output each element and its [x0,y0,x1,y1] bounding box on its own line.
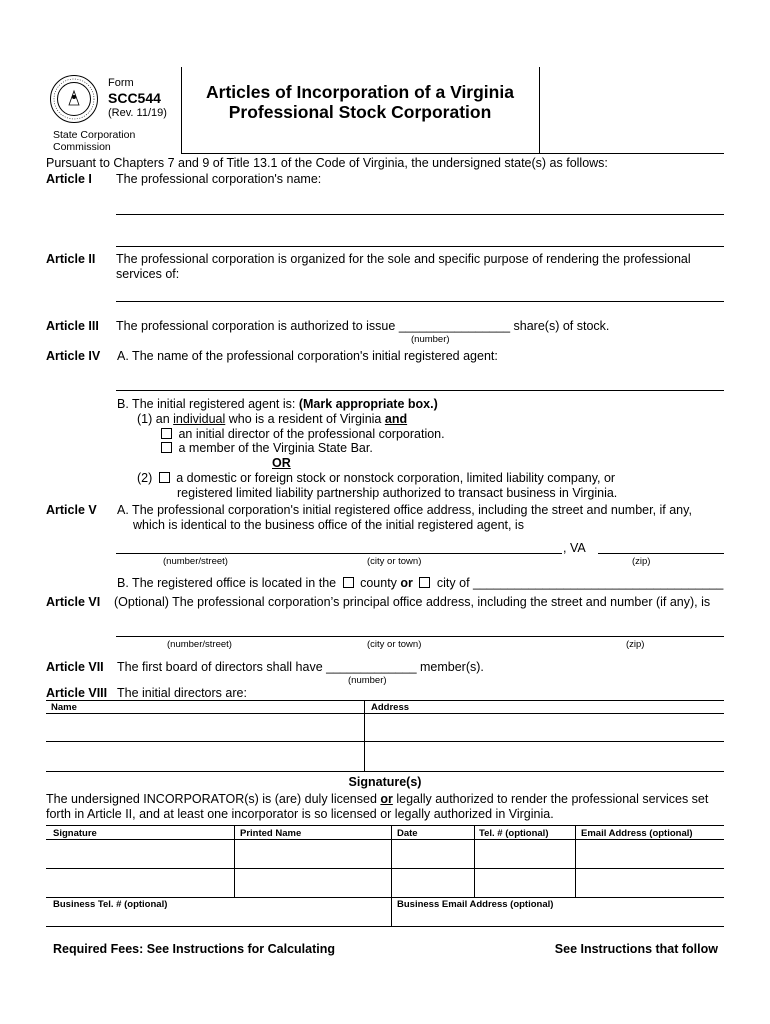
directors-col-address: Address [371,702,410,713]
article7-label: Article VII [46,660,104,674]
business-contact-bottom-rule[interactable] [46,926,724,927]
sig-col-tel: Tel. # (optional) [479,828,549,839]
directors-number-field[interactable]: _____________ [326,660,417,674]
va-label: , VA [563,541,586,555]
business-email-label: Business Email Address (optional) [397,899,554,910]
article2-label: Article II [46,252,96,266]
form-label: Form [108,77,134,89]
article4-a-text: A. The name of the professional corporation's initial registered agent: [117,349,498,363]
seal-icon [50,75,98,123]
footer-instructions-note: See Instructions that follow [554,942,718,956]
header-divider-left [181,67,182,153]
county-city-name-field[interactable]: ____________________________________ [473,576,724,590]
directors-table-top [46,700,724,701]
principal-office-zip-caption: (zip) [626,639,645,650]
article3-text-before: The professional corporation is authorized to issue [116,319,396,333]
article2-text-line1: The professional corporation is organized for the sole and specific purpose of rendering the professional [116,252,691,266]
article4-label: Article IV [46,349,101,363]
agent-option1-prefix: (1) an [137,412,170,426]
bar-member-checkbox[interactable] [161,442,172,453]
signatures-statement-line1 [46,792,708,806]
signature-row2-rule[interactable] [46,897,724,898]
article7-text [117,660,484,674]
agent-option2 [137,471,615,485]
corporation-name-line2[interactable] [116,246,724,247]
article1-label: Article I [46,172,92,186]
agent-option2-line2: registered limited liability partnership authorized to transact business in Virginia. [177,486,618,500]
form-title-line2: Professional Stock Corporation [228,102,492,122]
shares-number-field[interactable]: ________________ [398,319,511,333]
article8-text: The initial directors are: [117,686,247,700]
signature-table-top [46,825,724,826]
directors-row1-rule[interactable] [46,741,724,742]
form-number: SCC544 [108,90,161,106]
article3-text [116,319,609,333]
article4-b-label: B. The initial registered agent is: [117,397,296,411]
agency-name-line2: Commission [53,141,111,153]
agent-option2-prefix: (2) [137,471,153,485]
article1-text: The professional corporation's name: [116,172,322,186]
article3-label: Article III [46,319,99,333]
sig-col-email: Email Address (optional) [581,828,693,839]
agent-option2-line1: a domestic or foreign stock or nonstock corporation, limited liability company, or [176,471,616,485]
business-tel-label: Business Tel. # (optional) [53,899,168,910]
agent-bar-member-option [158,441,373,455]
article8-label: Article VIII [46,686,108,700]
directors-row2-rule[interactable] [46,771,724,772]
footer-fees-note: Required Fees: See Instructions for Calculating [53,942,336,956]
article2-text-line2: services of: [116,267,180,281]
article6-text: (Optional) The professional corporation’s principal office address, including the street and number (if any), is [114,595,711,609]
article5-a-line1: A. The professional corporation's initial registered office address, including the street and number, if any, [117,503,692,517]
article7-text-before: The first board of directors shall have [117,660,323,674]
city-of-label: city of [436,576,470,590]
principal-office-city-caption: (city or town) [367,639,422,650]
registered-office-zip-caption: (zip) [632,556,651,567]
directors-col-name: Name [51,702,77,713]
intro-text: Pursuant to Chapters 7 and 9 of Title 13.1 of the Code of Virginia, the undersigned state(s) as follows: [46,156,608,170]
agent-option1-individual: individual [173,412,226,426]
article5-b-label: B. The registered office is located in the [117,576,337,590]
article5-a-line2: which is identical to the business office of the initial registered agent, is [133,518,524,532]
signatures-statement-line2: forth in Article II, and at least one incorporator is so licensed or legally authorized in Virginia. [46,807,554,821]
form-revision: (Rev. 11/19) [108,107,167,119]
registered-office-address-line[interactable] [116,553,562,554]
registered-agent-name-line[interactable] [116,390,724,391]
sig-col-signature: Signature [53,828,97,839]
agent-option1-and: and [384,412,408,426]
header-divider-right [539,67,540,153]
business-contact-divider [391,897,392,926]
signature-row1-rule[interactable] [46,868,724,869]
corporation-name-line1[interactable] [116,214,724,215]
article6-label: Article VI [46,595,101,609]
agent-option1 [137,412,407,426]
sig-divider-3 [474,825,475,897]
county-city-or: or [400,576,413,590]
sig-col-printed-name: Printed Name [240,828,302,839]
sig-divider-2 [391,825,392,897]
director-option-text: an initial director of the professional corporation. [178,427,445,441]
agent-option1-text: who is a resident of Virginia [228,412,382,426]
directors-number-caption: (number) [348,675,387,686]
registered-office-zip-line[interactable] [598,553,724,554]
principal-office-address-line[interactable] [116,636,724,637]
article4-b-instruction: (Mark appropriate box.) [298,397,438,411]
directors-header-rule [46,713,724,714]
article7-text-after: member(s). [420,660,484,674]
signatures-heading: Signature(s) [348,775,422,789]
professional-services-line[interactable] [116,301,724,302]
sig-divider-4 [575,825,576,897]
agent-or-separator: OR [272,456,291,470]
article3-text-after: share(s) of stock. [513,319,610,333]
signatures-statement-or: or [380,792,393,806]
article4-b-text [117,397,438,411]
sig-col-date: Date [397,828,418,839]
bar-member-option-text: a member of the Virginia State Bar. [178,441,373,455]
agent-director-option [158,427,445,441]
signature-header-rule [46,839,724,840]
shares-number-caption: (number) [411,334,450,345]
registered-office-city-caption: (city or town) [367,556,422,567]
director-checkbox[interactable] [161,428,172,439]
directors-table-divider [364,700,365,772]
principal-office-street-caption: (number/street) [167,639,232,650]
agency-name-line1: State Corporation [53,129,136,141]
registered-office-street-caption: (number/street) [163,556,228,567]
header-bottom-rule [181,153,724,154]
entity-agent-checkbox[interactable] [159,472,170,483]
county-checkbox[interactable] [343,577,354,588]
county-label: county [360,576,397,590]
article5-b-text [117,576,723,590]
signatures-statement-before: The undersigned INCORPORATOR(s) is (are) duly licensed [46,792,377,806]
city-checkbox[interactable] [419,577,430,588]
signatures-statement-after: legally authorized to render the professional services set [396,792,709,806]
form-title-line1: Articles of Incorporation of a Virginia [206,82,514,102]
sig-divider-1 [234,825,235,897]
article5-label: Article V [46,503,97,517]
